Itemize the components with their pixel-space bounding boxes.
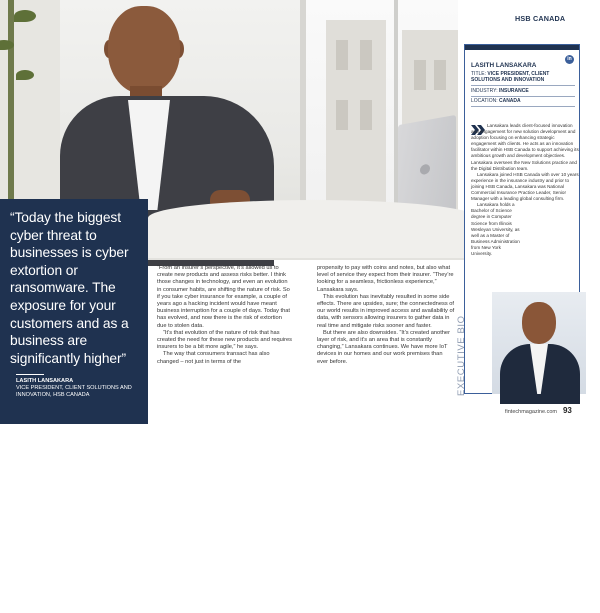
article-paragraph: But there are also downsides. “It’s created another layer of risk, and it’s an area that is constantly changing,” Lansakara continues. We have more IoT devices in our homes and our work premises than ever before. [317,329,450,365]
plant [8,0,14,200]
plant-leaf [14,10,36,22]
executive-bio-label: EXECUTIVE BIO [456,315,467,396]
plant-leaf [16,70,34,80]
table [148,200,478,260]
pull-quote-text: “Today the biggest cyber threat to businesses is cyber extortion or ransomware. The exposure for your customers and as a business are significantly higher” [10,210,129,366]
article-column-2 [317,265,455,366]
bio-text [471,123,579,257]
bio-field-title: TITLE: VICE PRESIDENT, CLIENT SOLUTIONS AND INNOVATION [471,71,575,86]
bio-portrait [492,292,586,394]
bio-paragraph: Lansakara holds a Bachelor of Science degree in Computer Science from Illinois Wesleyan University, as well as a Master of Business Administration from New York University. [471,202,520,256]
bio-name: LASITH LANSAKARA [471,62,537,69]
article-paragraph: “From an insurer’s perspective, it’s allowed us to create new products and assess risks better. I think those changes in technology, and even an evolution in consumer habits, are shifting the nature of risk. So if you take cyber insurance for example, a couple of years ago a hacking incident would have meant business interruption for a couple of days. Today that has evolved, and now there is the risk of extortion due to stolen data. [157,265,290,329]
bio-field-location: LOCATION: CANADA [471,98,575,107]
left-page-number: 92 [16,604,25,613]
bio-paragraph: Lansakara leads client-focused innovation and engagement for new solution development and adoption focusing on enhancing strategic engagement with clients. He acts as an innovation facilitator within HSB Canada to support achieving its ambitious growth and development objectives. Lansakara oversees the New Solutions practice and the Digital Distribution team. [471,123,579,171]
left-folio [16,604,61,613]
pull-quote-panel [0,199,148,613]
issue-date: August 2023 [29,607,61,613]
pull-quote-attribution [16,374,146,399]
bio-field-industry: INDUSTRY: INSURANCE [471,88,575,97]
article-paragraph: “It’s that evolution of the nature of risk that has created the need for these new products and requires insurers to be a bit more agile,” he says. [157,329,293,351]
bio-paragraph: Lansakara joined HSB Canada with over 10 years experience in the insurance industry and prior to joining HSB Canada, Lansakara was National Commercial Insurance Practice Leader, Senior Manager with a leading global consulting firm. [471,171,579,202]
bio-card-topbar [465,45,579,50]
magazine-url: fintechmagazine.com [505,409,557,415]
right-page-number: 93 [562,406,572,415]
article-paragraph: propensity to pay with coins and notes, but also what level of service they expect from their insurer. “They’re looking for a seamless, frictionless experience,” Lansakara says. [317,265,454,293]
magazine-section-label: HSB CANADA [515,14,566,23]
right-folio [505,406,572,415]
attribution-divider [16,374,44,375]
linkedin-icon[interactable]: in [565,55,574,64]
article-paragraph: The way that consumers transact has also changed – not just in terms of the [157,351,270,365]
article-column-1 [157,265,292,366]
attribution-title: VICE PRESIDENT, CLIENT SOLUTIONS AND INNOVATION, HSB CANADA [16,385,132,398]
attribution-name: LASITH LANSAKARA [16,378,74,384]
article-paragraph: This evolution has inevitably resulted in some side effects. There are upsides, sure; the connectedness of our world results in improved access and availability of data, with sensors allowing insurers to gather data in real time and mitigate risks sooner and faster. [317,293,455,329]
